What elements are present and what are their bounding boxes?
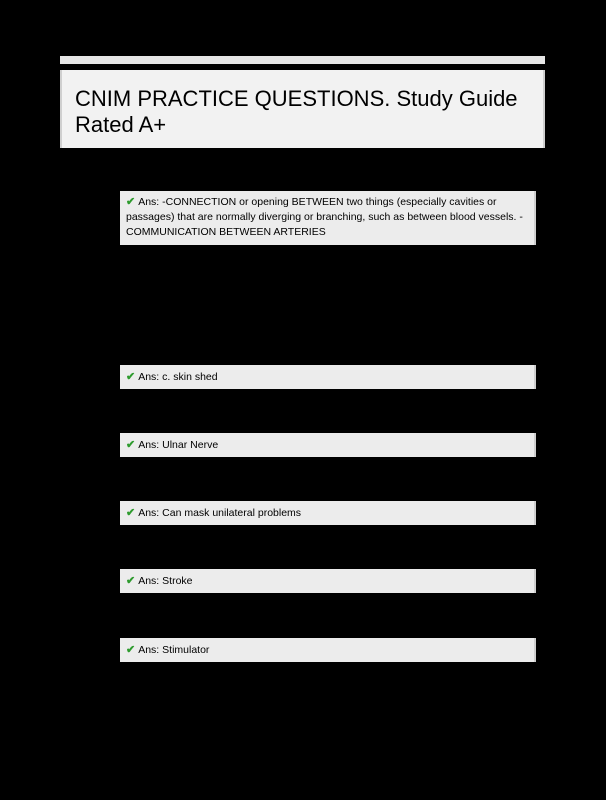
answer-text: Ans: Ulnar Nerve	[138, 439, 219, 451]
title-banner	[60, 70, 545, 148]
answer-text: Ans: -CONNECTION or opening BETWEEN two things (especially cavities or passages) that are normally diverging or branching, such as between blood vessels. -COMMUNICATION BETWEEN ARTERIES	[126, 196, 523, 238]
answer-box	[120, 191, 536, 245]
answer-text: Ans: c. skin shed	[138, 371, 218, 383]
check-icon: ✔	[126, 371, 136, 383]
check-icon: ✔	[126, 196, 136, 208]
answer-box	[120, 365, 536, 389]
answer-text: Ans: Can mask unilateral problems	[138, 507, 302, 519]
answer-text: Ans: Stimulator	[138, 644, 210, 656]
answer-box	[120, 433, 536, 457]
check-icon: ✔	[126, 439, 136, 451]
top-divider	[60, 56, 545, 64]
answer-box	[120, 569, 536, 593]
check-icon: ✔	[126, 644, 136, 656]
answer-text: Ans: Stroke	[138, 575, 193, 587]
answer-box	[120, 501, 536, 525]
answer-box	[120, 638, 536, 662]
check-icon: ✔	[126, 575, 136, 587]
check-icon: ✔	[126, 507, 136, 519]
page-title: CNIM PRACTICE QUESTIONS. Study Guide Rated A+	[75, 86, 518, 137]
